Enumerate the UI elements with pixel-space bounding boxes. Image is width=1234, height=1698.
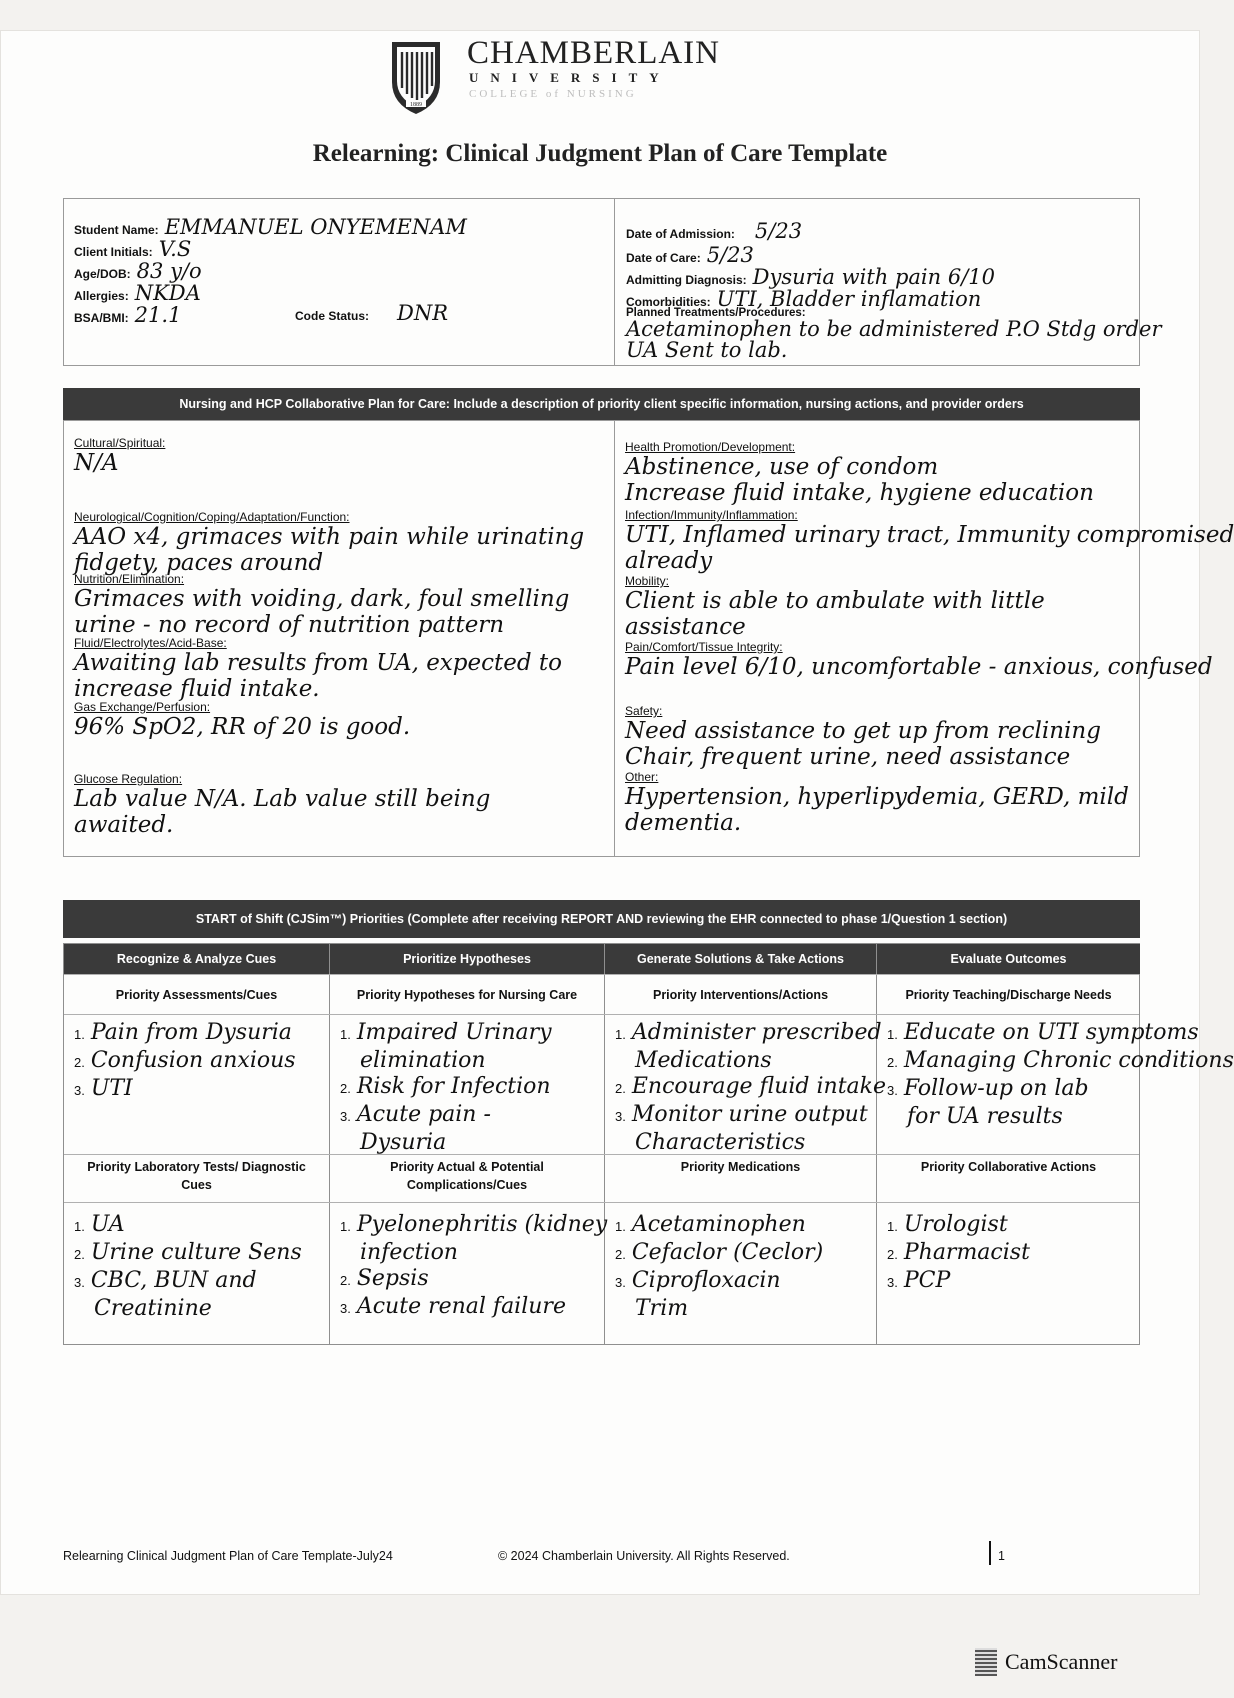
grid-row-line	[64, 1202, 1139, 1203]
priority-item	[887, 1268, 1030, 1296]
age-field: Age/DOB: 83 y/o	[74, 259, 202, 283]
left-section-0	[74, 436, 165, 476]
section-label: Other:	[625, 770, 659, 784]
item-number: 3.	[74, 1083, 85, 1098]
priorities-grid	[63, 943, 1234, 1345]
item-text: Educate on UTI symptoms	[903, 1020, 1199, 1045]
priority-item	[74, 1268, 302, 1296]
section-note: assistance	[625, 614, 746, 640]
item-text: Acute pain -	[356, 1102, 491, 1127]
item-text: infection	[360, 1240, 458, 1265]
section-note: 96% SpO2, RR of 20 is good.	[74, 714, 411, 740]
allergies-value: NKDA	[134, 281, 201, 305]
priority-item	[887, 1076, 1234, 1104]
priority-item	[340, 1048, 552, 1074]
item-text: Urine culture Sens	[90, 1240, 302, 1265]
chamberlain-seal-logo	[388, 38, 444, 118]
priority-item	[615, 1268, 823, 1296]
grid-col-line	[329, 944, 330, 1344]
brand-wordmark	[467, 36, 720, 100]
item-text: Medications	[635, 1048, 772, 1073]
priority-list	[74, 1212, 302, 1322]
brand-college: COLLEGE of NURSING	[469, 88, 637, 100]
item-number: 1.	[887, 1219, 898, 1234]
bsa-field: BSA/BMI: 21.1	[74, 303, 182, 327]
priority-item	[615, 1048, 886, 1074]
item-text: Pain from Dysuria	[90, 1020, 292, 1045]
start-of-shift-bar: START of Shift (CJSim™) Priorities (Complete after receiving REPORT AND reviewing the EHR connected to phase 1/Question 1 section)	[63, 900, 1140, 938]
column-subheader: Priority Hypotheses for Nursing Care	[356, 988, 578, 1002]
item-number: 2.	[340, 1081, 351, 1096]
section-note: N/A	[74, 450, 119, 476]
column-subheader: Priority Actual & Potential Complications/Cues	[390, 1160, 544, 1192]
column-subheader: Priority Assessments/Cues	[115, 988, 278, 1002]
section-note: Awaiting lab results from UA, expected to	[74, 650, 562, 676]
section-note: already	[625, 548, 713, 574]
item-number: 3.	[887, 1083, 898, 1098]
left-section-1	[74, 510, 584, 576]
item-text: Pharmacist	[903, 1240, 1030, 1265]
item-number: 1.	[74, 1219, 85, 1234]
section-note: Increase fluid intake, hygiene education	[625, 480, 1094, 506]
section-label: Cultural/Spiritual:	[74, 436, 166, 450]
item-number: 2.	[615, 1081, 626, 1096]
brand-name: CHAMBERLAIN	[467, 35, 721, 71]
item-text: Confusion anxious	[90, 1048, 296, 1073]
priority-item	[74, 1212, 302, 1240]
item-text: Ciprofloxacin	[631, 1268, 781, 1293]
item-number: 3.	[340, 1109, 351, 1124]
item-number: 2.	[615, 1247, 626, 1262]
admission-date-value: 5/23	[754, 219, 803, 243]
age-value: 83 y/o	[136, 259, 202, 283]
priority-list	[340, 1212, 607, 1322]
priority-item	[615, 1102, 886, 1130]
camscanner-logo-icon	[975, 1648, 997, 1676]
item-text: PCP	[903, 1268, 951, 1293]
document-title: Relearning: Clinical Judgment Plan of Care Template	[312, 140, 888, 167]
priority-item	[615, 1240, 823, 1268]
item-number: 2.	[74, 1247, 85, 1262]
item-number: 2.	[887, 1247, 898, 1262]
item-number: 1.	[887, 1027, 898, 1042]
priority-list	[887, 1020, 1234, 1130]
priority-item	[340, 1130, 552, 1156]
left-section-3	[74, 636, 562, 702]
section-note: urine - no record of nutrition pattern	[74, 612, 505, 638]
item-text: Risk for Infection	[356, 1074, 551, 1099]
priority-list	[615, 1212, 823, 1322]
column-subheader: Priority Teaching/Discharge Needs	[905, 988, 1112, 1002]
priority-item	[615, 1296, 823, 1322]
section-note: awaited.	[74, 812, 174, 838]
brand-university: UNIVERSITY	[469, 70, 671, 85]
priority-list	[340, 1020, 552, 1156]
priority-item	[340, 1240, 607, 1266]
comorbidities-value: UTI, Bladder inflamation	[716, 287, 982, 311]
column-subheader: Priority Collaborative Actions	[920, 1160, 1097, 1174]
left-section-4	[74, 700, 410, 740]
client-initials-value: V.S	[158, 237, 192, 261]
column-subheader: Priority Interventions/Actions	[652, 988, 829, 1002]
section-note: Lab value N/A. Lab value still being	[74, 786, 491, 812]
diagnosis-value: Dysuria with pain 6/10	[752, 265, 995, 289]
item-text: Urologist	[903, 1212, 1008, 1237]
section-label: Mobility:	[625, 574, 670, 588]
care-date-value: 5/23	[706, 243, 754, 267]
diagnosis-field: Admitting Diagnosis: Dysuria with pain 6/10	[626, 265, 995, 289]
item-text: for UA results	[907, 1104, 1063, 1129]
right-section-1	[625, 508, 1234, 574]
priority-list	[887, 1212, 1030, 1296]
priority-item	[340, 1294, 607, 1322]
item-number: 3.	[615, 1275, 626, 1290]
grid-row-line	[64, 974, 1139, 975]
treatments-line-2: UA Sent to lab.	[626, 338, 788, 362]
section-label: Neurological/Cognition/Coping/Adaptation/Function:	[74, 510, 350, 524]
priority-item	[887, 1048, 1234, 1076]
item-text: Impaired Urinary	[356, 1020, 552, 1045]
right-section-4	[625, 704, 1101, 770]
section-note: UTI, Inflamed urinary tract, Immunity compromised	[625, 522, 1234, 548]
priority-item	[74, 1020, 296, 1048]
priority-item	[340, 1212, 607, 1240]
right-section-5	[625, 770, 1129, 836]
code-status-field: Code Status: DNR	[295, 301, 449, 325]
item-number: 2.	[74, 1055, 85, 1070]
care-date-field: Date of Care: 5/23	[626, 243, 754, 267]
item-text: Acute renal failure	[356, 1294, 566, 1319]
column-subheader: Priority Medications	[680, 1160, 801, 1174]
right-section-3	[625, 640, 1213, 680]
column-header: Evaluate Outcomes	[877, 944, 1140, 974]
priority-list	[74, 1020, 296, 1104]
client-info-box	[63, 198, 1162, 366]
priority-item	[887, 1240, 1030, 1268]
section-note: increase fluid intake.	[74, 676, 320, 702]
item-text: Sepsis	[356, 1266, 429, 1291]
priority-item	[615, 1130, 886, 1156]
priority-item	[887, 1020, 1234, 1048]
info-divider	[614, 199, 615, 365]
priority-item	[615, 1212, 823, 1240]
section-note: Need assistance to get up from reclining	[625, 718, 1101, 744]
footer-divider	[989, 1541, 991, 1565]
item-number: 1.	[615, 1219, 626, 1234]
item-text: UTI	[90, 1076, 133, 1101]
collaborative-plan-bar: Nursing and HCP Collaborative Plan for Care: Include a description of priority client specific information, nursing actions, and provider orders	[63, 388, 1140, 420]
item-text: Pyelonephritis (kidney	[356, 1212, 608, 1237]
section-label: Glucose Regulation:	[74, 772, 183, 786]
item-number: 1.	[74, 1027, 85, 1042]
priority-item	[615, 1020, 886, 1048]
section-note: Chair, frequent urine, need assistance	[625, 744, 1071, 770]
section-note: fidgety, paces around	[74, 550, 324, 576]
section-note: Pain level 6/10, uncomfortable - anxious, confused	[625, 654, 1213, 680]
item-number: 1.	[615, 1027, 626, 1042]
admission-date-field: Date of Admission: 5/23	[626, 219, 803, 243]
item-text: Acetaminophen	[631, 1212, 806, 1237]
camscanner-text: CamScanner	[1005, 1649, 1118, 1674]
item-text: Follow-up on lab	[903, 1076, 1089, 1101]
student-name-value: EMMANUEL ONYEMENAM	[164, 215, 467, 239]
camscanner-watermark	[975, 1648, 1117, 1676]
item-text: UA	[90, 1212, 125, 1237]
right-section-2	[625, 574, 1045, 640]
item-text: CBC, BUN and	[90, 1268, 257, 1293]
section-label: Infection/Immunity/Inflammation:	[625, 508, 798, 522]
item-number: 3.	[887, 1275, 898, 1290]
footer-page-number: 1	[998, 1549, 1005, 1563]
item-number: 3.	[340, 1301, 351, 1316]
item-text: Trim	[635, 1296, 689, 1321]
section-note: AAO x4, grimaces with pain while urinating	[74, 524, 585, 550]
section-note: Grimaces with voiding, dark, foul smelling	[74, 586, 570, 612]
grid-row-line	[64, 1154, 1139, 1155]
item-text: Administer prescribed	[631, 1020, 882, 1045]
grid-row-line	[64, 1014, 1139, 1015]
priority-item	[340, 1074, 552, 1102]
priority-item	[340, 1020, 552, 1048]
item-number: 1.	[340, 1027, 351, 1042]
column-header: Recognize & Analyze Cues	[64, 944, 329, 974]
column-header: Generate Solutions & Take Actions	[605, 944, 876, 974]
section-note: Hypertension, hyperlipydemia, GERD, mild	[625, 784, 1129, 810]
column-subheader: Priority Laboratory Tests/ Diagnostic Cues	[87, 1160, 306, 1192]
priority-item	[340, 1266, 607, 1294]
priority-item	[74, 1048, 296, 1076]
item-number: 2.	[340, 1273, 351, 1288]
treatments-line-1: Acetaminophen to be administered P.O Stdg order	[626, 317, 1162, 341]
priority-item	[74, 1296, 302, 1322]
student-name-field: Student Name: EMMANUEL ONYEMENAM	[74, 215, 467, 239]
right-section-0	[625, 440, 1094, 506]
comorbidities-field: Comorbidities: UTI, Bladder inflamation	[626, 287, 982, 311]
column-header: Prioritize Hypotheses	[330, 944, 604, 974]
item-number: 2.	[887, 1055, 898, 1070]
seal-year: 1889	[410, 102, 422, 108]
item-text: Creatinine	[94, 1296, 212, 1321]
section-label: Pain/Comfort/Tissue Integrity:	[625, 640, 783, 654]
item-number: 3.	[615, 1109, 626, 1124]
footer-copyright: © 2024 Chamberlain University. All Rights Reserved.	[498, 1549, 790, 1563]
item-text: Managing Chronic conditions	[903, 1048, 1234, 1073]
priority-item	[887, 1104, 1234, 1130]
treatments-field: Planned Treatments/Procedures: Acetaminophen to be administered P.O Stdg order UA Sent to lab.	[626, 307, 1162, 362]
allergies-field: Allergies: NKDA	[74, 281, 201, 305]
footer-template-name: Relearning Clinical Judgment Plan of Care Template-July24	[63, 1549, 393, 1563]
left-section-2	[74, 572, 569, 638]
item-text: elimination	[360, 1048, 486, 1073]
section-label: Safety:	[625, 704, 663, 718]
section-label: Gas Exchange/Perfusion:	[74, 700, 211, 714]
priority-item	[74, 1076, 296, 1104]
section-label: Nutrition/Elimination:	[74, 572, 185, 586]
code-status-value: DNR	[397, 301, 449, 325]
section-label: Health Promotion/Development:	[625, 440, 796, 454]
item-text: Encourage fluid intake	[631, 1074, 887, 1099]
priority-item	[340, 1102, 552, 1130]
item-text: Monitor urine output	[631, 1102, 868, 1127]
section-note: Abstinence, use of condom	[625, 454, 939, 480]
client-initials-field: Client Initials: V.S	[74, 237, 192, 261]
item-text: Dysuria	[360, 1130, 447, 1155]
priority-item	[615, 1074, 886, 1102]
item-number: 1.	[340, 1219, 351, 1234]
section-label: Fluid/Electrolytes/Acid-Base:	[74, 636, 227, 650]
priority-list	[615, 1020, 886, 1156]
priority-item	[887, 1212, 1030, 1240]
left-section-5	[74, 772, 490, 838]
item-number: 3.	[74, 1275, 85, 1290]
priority-item	[74, 1240, 302, 1268]
bsa-value: 21.1	[134, 303, 182, 327]
item-text: Cefaclor (Ceclor)	[631, 1240, 824, 1265]
section-note: Client is able to ambulate with little	[625, 588, 1045, 614]
item-text: Characteristics	[635, 1130, 806, 1155]
care-divider	[614, 421, 615, 856]
section-note: dementia.	[625, 810, 742, 836]
